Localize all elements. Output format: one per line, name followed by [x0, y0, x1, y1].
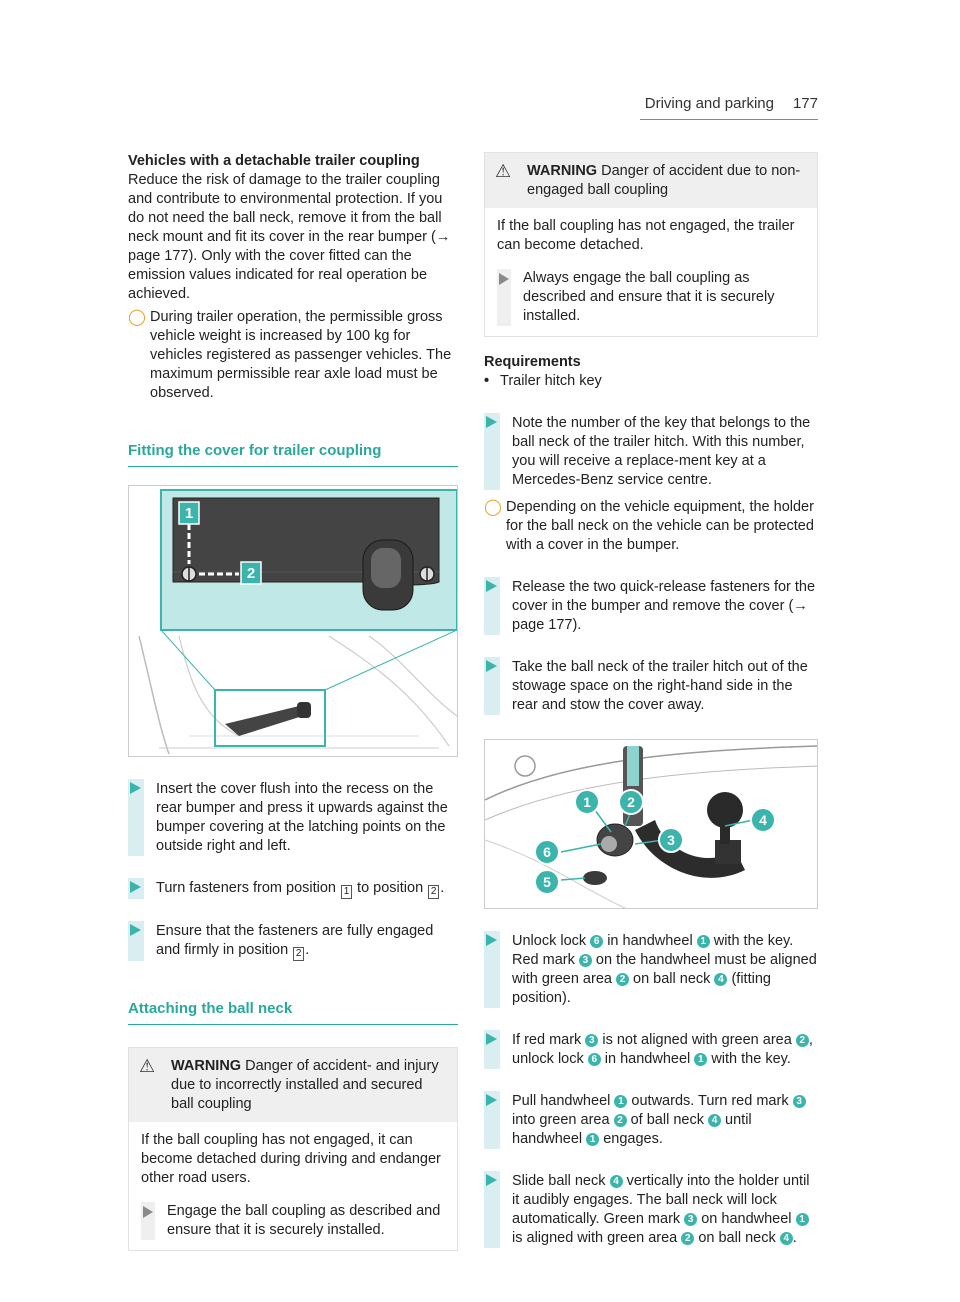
step-ensure-fasteners: [128, 921, 458, 961]
bumper-cover-illustration: [129, 486, 458, 757]
fig2-callout-6: [535, 840, 559, 864]
warning-head: Danger of accident due to non-engaged ball coupling: [527, 163, 801, 198]
step-arrow-icon: [486, 580, 497, 592]
step-arrow-icon: [486, 934, 497, 946]
note-weight-text: During trailer operation, the permissible gross vehicle weight is increased by 100 kg for vehicles registered as passenger vehicles. The maximum permissible rear axle load must be observed.: [150, 309, 452, 401]
info-icon: ◯: [128, 309, 146, 326]
warning-label: WARNING: [527, 163, 598, 179]
svg-text:5: 5: [543, 874, 551, 890]
fig2-callout-4: [751, 808, 775, 832]
page-header: [640, 94, 818, 120]
warning-box-accident: [484, 152, 818, 337]
step-turn-fasteners: [128, 878, 458, 899]
figure-bumper-cover: [128, 485, 458, 757]
warning-triangle-icon: ⚠: [139, 1056, 156, 1076]
step-insert-cover: [128, 779, 458, 856]
step-arrow-icon: [130, 881, 141, 893]
fig1-callout-1: 1: [184, 505, 194, 522]
page-number: 177: [792, 95, 818, 112]
step-release-fasteners: Release the two quick-release fasteners for the cover in the bumper and remove the cover (→ page 177).: [484, 577, 818, 635]
svg-text:6: 6: [543, 844, 551, 860]
note-weight: [128, 308, 458, 403]
requirement-item: • Trailer hitch key: [484, 373, 602, 389]
fig2-callout-5: [535, 870, 559, 894]
chapter-title: Driving and parking: [644, 95, 774, 112]
right-column: [484, 152, 818, 1248]
step-take-ball-neck: Take the ball neck of the trailer hitch out of the stowage space on the right-hand side in the rear and stow the cover away.: [484, 657, 818, 715]
step-pull-handwheel: Pull handwheel 1 outwards. Turn red mark 3 into green area 2 of ball neck 4 until handwheel 1 engages.: [484, 1091, 818, 1149]
warning-step: Engage the ball coupling as described and ensure that it is securely installed.: [167, 1203, 441, 1238]
warning-step: Always engage the ball coupling as described and ensure that it is securely installed.: [523, 270, 775, 324]
position-2-box: 2: [293, 947, 304, 961]
step-arrow-icon: [486, 1094, 497, 1106]
figure-ball-neck: [484, 739, 818, 909]
svg-text:2: 2: [627, 794, 635, 810]
ball-neck-illustration: [485, 740, 818, 909]
step-note-key-number: Note the number of the key that belongs to the ball neck of the trailer hitch. With this number, you will receive a replace-ment key at a Mercedes-Benz service centre.: [484, 413, 818, 490]
fig2-callout-1: [575, 790, 599, 814]
step-slide-ball-neck: Slide ball neck 4 vertically into the holder until it audibly engages. The ball neck will lock automatically. Green mark 3 on handwheel 1 is aligned with green area 2 on ball neck 4 .: [484, 1171, 818, 1248]
step-if-not-aligned: If red mark 3 is not aligned with green area 2 , unlock lock 6 in handwheel 1 with the key.: [484, 1030, 818, 1069]
info-icon: ◯: [484, 499, 502, 516]
note-holder-cover: ◯ Depending on the vehicle equipment, the holder for the ball neck on the vehicle can be protected with a cover in the bumper.: [484, 499, 814, 553]
step-arrow-icon: [499, 273, 509, 285]
step-ensure-fasteners-text: Ensure that the fasteners are fully engaged and firmly in position 2 .: [156, 923, 434, 959]
left-column: [128, 152, 458, 1251]
svg-text:4: 4: [759, 812, 767, 828]
step-turn-fasteners-text: Turn fasteners from position 1 to position 2 .: [156, 880, 445, 897]
step-arrow-icon: [130, 924, 141, 936]
step-arrow-icon: [130, 782, 141, 794]
step-insert-cover-text: Insert the cover flush into the recess on the rear bumper and press it upwards against the bumper covering at the latching points on the outside right and left.: [156, 781, 448, 854]
position-1-box: 1: [341, 885, 352, 899]
intro-paragraph: Reduce the risk of damage to the trailer coupling and contribute to environmental protection. If you do not need the ball neck, remove it from the ball neck mount and fit its cover in the rear bumper (→ page 177). Only with the cover fitted can the emission values indicated for real operation be achieved.: [128, 172, 451, 302]
step-arrow-icon: [486, 1174, 497, 1186]
step-arrow-icon: [486, 1033, 497, 1045]
fig1-callout-2: 2: [246, 565, 256, 582]
warning-body: If the ball coupling has not engaged, the trailer can become detached.: [497, 218, 795, 253]
section-fitting-cover: Fitting the cover for trailer coupling: [128, 441, 458, 467]
section-attaching-ball-neck: Attaching the ball neck: [128, 999, 458, 1025]
warning-body: If the ball coupling has not engaged, it can become detached during driving and endanger other road users.: [141, 1132, 441, 1186]
position-2-box: 2: [428, 885, 439, 899]
warning-label: WARNING: [171, 1058, 242, 1074]
svg-text:1: 1: [583, 794, 591, 810]
step-arrow-icon: [486, 416, 497, 428]
fig2-callout-3: [659, 828, 683, 852]
warning-box-injury: [128, 1047, 458, 1251]
requirements-heading: Requirements: [484, 354, 581, 370]
vehicles-heading: Vehicles with a detachable trailer coupling: [128, 153, 420, 169]
fig2-callout-2: [619, 790, 643, 814]
svg-text:3: 3: [667, 832, 675, 848]
step-arrow-icon: [143, 1206, 153, 1218]
warning-head: Danger of accident- and injury due to incorrectly installed and secured ball coupling: [171, 1058, 439, 1112]
step-unlock-lock: Unlock lock 6 in handwheel 1 with the key. Red mark 3 on the handwheel must be aligned with green area 2 on ball neck 4 (fitting position).: [484, 931, 818, 1008]
step-arrow-icon: [486, 660, 497, 672]
warning-triangle-icon: ⚠: [495, 161, 512, 181]
